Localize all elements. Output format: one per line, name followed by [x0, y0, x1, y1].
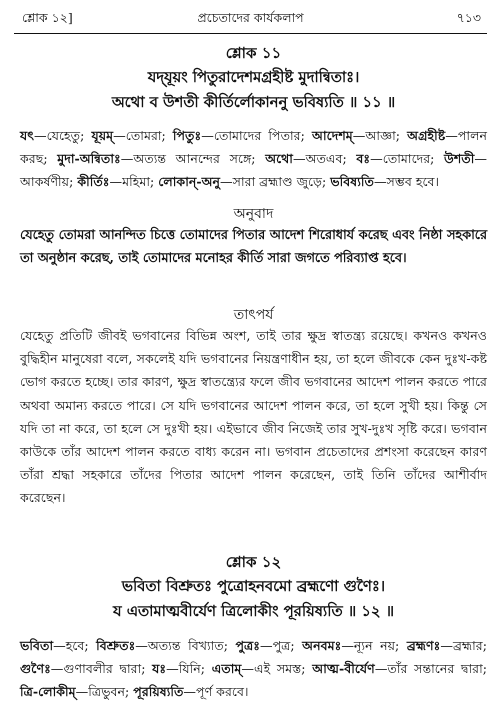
synonym-meaning: পূর্ণ করবে। — [196, 684, 249, 699]
synonym-word: লোকান্-অনু — [158, 174, 221, 189]
synonym-word: ভবিষ্যতি — [330, 174, 374, 189]
synonym-word: ত্রি-লোকীম্ — [20, 684, 76, 699]
synonym-word: মুদা-অন্বিতাঃ — [57, 151, 121, 166]
synonym-word: অগ্রহীষ্ট — [407, 128, 446, 143]
synonym-entry: গুণৈঃ—গুণাবলীর দ্বারা; — [20, 661, 146, 676]
verse-11-purport: যেহেতু প্রতিটি জীবই ভগবানের বিভিন্ন অংশ, তাই তার ক্ষুদ্র স্বাতন্ত্র্য রয়েছে। কখনও কখনও বুদ্ধিহীন মানুষেরা বলে, সকলেই যদি ভগবানের নিয়ন্ত্রণাধীন হয়, তা হলে জীবকে কেন দুঃখ-কষ্ট ভোগ করতে হচ্ছে। তার কারণ, ক্ষুদ্র স্বাতন্ত্র্যের ফলে জীব ভগবানের আদেশ পালন করতে পারে অথবা অমান্য করতে পারে। সে যদি ভগবানের আদেশ পালন করে, তা হলে সুখী হয়। কিন্তু সে যদি তা না করে, তা হলে সে দুঃখী হয়। এইভাবে জীব নিজেই তার সুখ-দুঃখ সৃষ্টি করে। ভগবান কাউকে তাঁর আদেশ পালন করতে বাধ্য করেন না। ভগবান প্রচেতাদের প্রশংসা করেছেন কারণ তাঁরা শ্রদ্ধা সহকারে তাঁদের পিতার আদেশ পালন করেছেন, তাই তিনি তাঁদের আশীর্বাদ করেছেন। — [20, 328, 487, 506]
synonym-word: পূরয়িষ্যতি — [133, 684, 184, 699]
synonym-word: ভবিতা — [20, 638, 54, 653]
synonym-word: যঃ — [152, 661, 167, 676]
synonym-meaning: পালন করছ; — [20, 128, 487, 166]
synonym-entry: বঃ—তোমাদের; — [356, 151, 435, 166]
synonym-entry: যূয়ম্—তোমরা; — [91, 128, 166, 143]
synonym-meaning: আকর্ষণীয়; — [20, 174, 74, 189]
synonym-meaning: হবে; — [65, 638, 89, 653]
synonym-meaning: অতএব; — [305, 151, 347, 166]
synonym-entry: এতাম্—এই সমস্ত; — [211, 661, 306, 676]
verse-11-heading: শ্লোক ১১ — [225, 44, 282, 62]
synonym-entry: কীর্তিঃ—মহিমা; — [77, 174, 155, 189]
synonym-word: অথো — [265, 151, 293, 166]
synonym-meaning: তোমাদের পিতার; — [213, 128, 305, 143]
synonym-word: উশতী — [444, 151, 475, 166]
verse-12-line-2: য এতামাত্মবীর্যেণ ত্রিলোকীং পূরয়িষ্যতি ॥ ১২ ॥ — [113, 603, 394, 620]
synonym-meaning: তোমরা; — [125, 128, 166, 143]
synonym-word: কীর্তিঃ — [77, 174, 110, 189]
synonym-word: এতাম্ — [211, 661, 242, 676]
synonym-meaning: যিনি; — [178, 661, 205, 676]
synonym-entry: অথো—অতএব; — [265, 151, 347, 166]
synonym-word: আত্ম-বীর্যেণ — [312, 661, 375, 676]
synonym-word: পুত্রঃ — [235, 638, 261, 653]
synonym-meaning: তোমাদের; — [382, 151, 435, 166]
synonym-entry: পুত্রঃ—পুত্র; — [235, 638, 295, 653]
synonym-entry: আদেশম্—আজ্ঞা; — [311, 128, 401, 143]
synonym-entry: বিশ্রুতঃ—অত্যন্ত বিখ্যাত; — [96, 638, 228, 653]
synonym-meaning: আজ্ঞা; — [365, 128, 401, 143]
synonym-entry: যঃ—যিনি; — [152, 661, 205, 676]
synonym-meaning: সারা ব্রহ্মাণ্ড জুড়ে; — [232, 174, 327, 189]
synonym-meaning: এই সমস্ত; — [254, 661, 306, 676]
synonym-meaning: তাঁর সন্তানের দ্বারা; — [387, 661, 487, 676]
verse-12-line-1: ভবিতা বিশ্রুতঃ পুত্রোহনবমো ব্রহ্মণো গুণৈঃ। — [121, 578, 386, 595]
header-verse-ref: শ্লোক ১২] — [22, 10, 73, 25]
synonym-entry: অনবমঃ—ন্যূন নয়; — [302, 638, 400, 653]
translation-heading: অনুবাদ — [233, 206, 274, 222]
verse-11-line-2: অথো ব উশতী কীর্তির্লোকাননু ভবিষ্যতি ॥ ১১ ॥ — [111, 94, 396, 111]
verse-11-line-1: যদ্‌যূয়ং পিতুরাদেশমগ্রহীষ্ট মুদান্বিতাঃ। — [147, 69, 360, 86]
synonym-meaning: মহিমা; — [122, 174, 155, 189]
verse-11-synonyms — [20, 124, 487, 193]
synonym-meaning: অত্যন্ত আনন্দের সঙ্গে; — [133, 151, 256, 166]
header-chapter-title: প্রচেতাদের কার্যকলাপ — [197, 10, 304, 25]
synonym-entry: ব্রহ্মণঃ—ব্রহ্মার; — [406, 638, 487, 653]
page-number: ৭১৩ — [456, 10, 481, 25]
synonym-entry: মুদা-অন্বিতাঃ—অত্যন্ত আনন্দের সঙ্গে; — [57, 151, 256, 166]
synonym-entry: লোকান্-অনু—সারা ব্রহ্মাণ্ড জুড়ে; — [158, 174, 327, 189]
page-header — [14, 10, 487, 30]
synonym-word: বিশ্রুতঃ — [96, 638, 136, 653]
verse-11-translation: যেহেতু তোমরা আনন্দিত চিত্তে তোমাদের পিতার আদেশ শিরোধার্য করেছ এবং নিষ্ঠা সহকারে তা অনুষ্ঠান করেছ, তাই তোমাদের মনোহর কীর্তি সারা জগতে পরিব্যাপ্ত হবে। — [20, 228, 487, 266]
synonym-word: গুণৈঃ — [20, 661, 51, 676]
synonym-word: আদেশম্ — [311, 128, 353, 143]
synonym-meaning: যেহেতু; — [46, 128, 85, 143]
synonym-meaning: পুত্র; — [272, 638, 295, 653]
synonym-meaning: ত্রিভুবন; — [88, 684, 130, 699]
synonym-entry: ভবিষ্যতি—সম্ভব হবে। — [330, 174, 440, 189]
synonym-entry: উশতী—আকর্ষণীয়; — [20, 151, 487, 189]
synonym-entry: যৎ—যেহেতু; — [20, 128, 85, 143]
synonym-word: বঃ — [356, 151, 371, 166]
synonym-word: যৎ — [20, 128, 34, 143]
header-rule — [14, 33, 487, 34]
synonym-entry: পূরয়িষ্যতি—পূর্ণ করবে। — [133, 684, 249, 699]
purport-heading: তাৎপর্য — [233, 307, 274, 323]
synonym-meaning: ব্রহ্মার; — [452, 638, 487, 653]
synonym-entry: আত্ম-বীর্যেণ—তাঁর সন্তানের দ্বারা; — [312, 661, 487, 676]
synonym-entry: অগ্রহীষ্ট—পালন করছ; — [20, 128, 487, 166]
verse-12-synonyms — [20, 634, 487, 703]
synonym-word: অনবমঃ — [302, 638, 342, 653]
verse-12-heading: শ্লোক ১২ — [225, 553, 282, 571]
synonym-entry: ভবিতা—হবে; — [20, 638, 89, 653]
synonym-entry: ত্রি-লোকীম্—ত্রিভুবন; — [20, 684, 130, 699]
synonym-word: যূয়ম্ — [91, 128, 114, 143]
synonym-word: পিতুঃ — [172, 128, 202, 143]
synonym-meaning: ন্যূন নয়; — [353, 638, 400, 653]
synonym-word: ব্রহ্মণঃ — [406, 638, 441, 653]
synonym-entry: পিতুঃ—তোমাদের পিতার; — [172, 128, 305, 143]
synonym-meaning: অত্যন্ত বিখ্যাত; — [147, 638, 228, 653]
synonym-meaning: সম্ভব হবে। — [386, 174, 440, 189]
synonym-meaning: গুণাবলীর দ্বারা; — [63, 661, 146, 676]
